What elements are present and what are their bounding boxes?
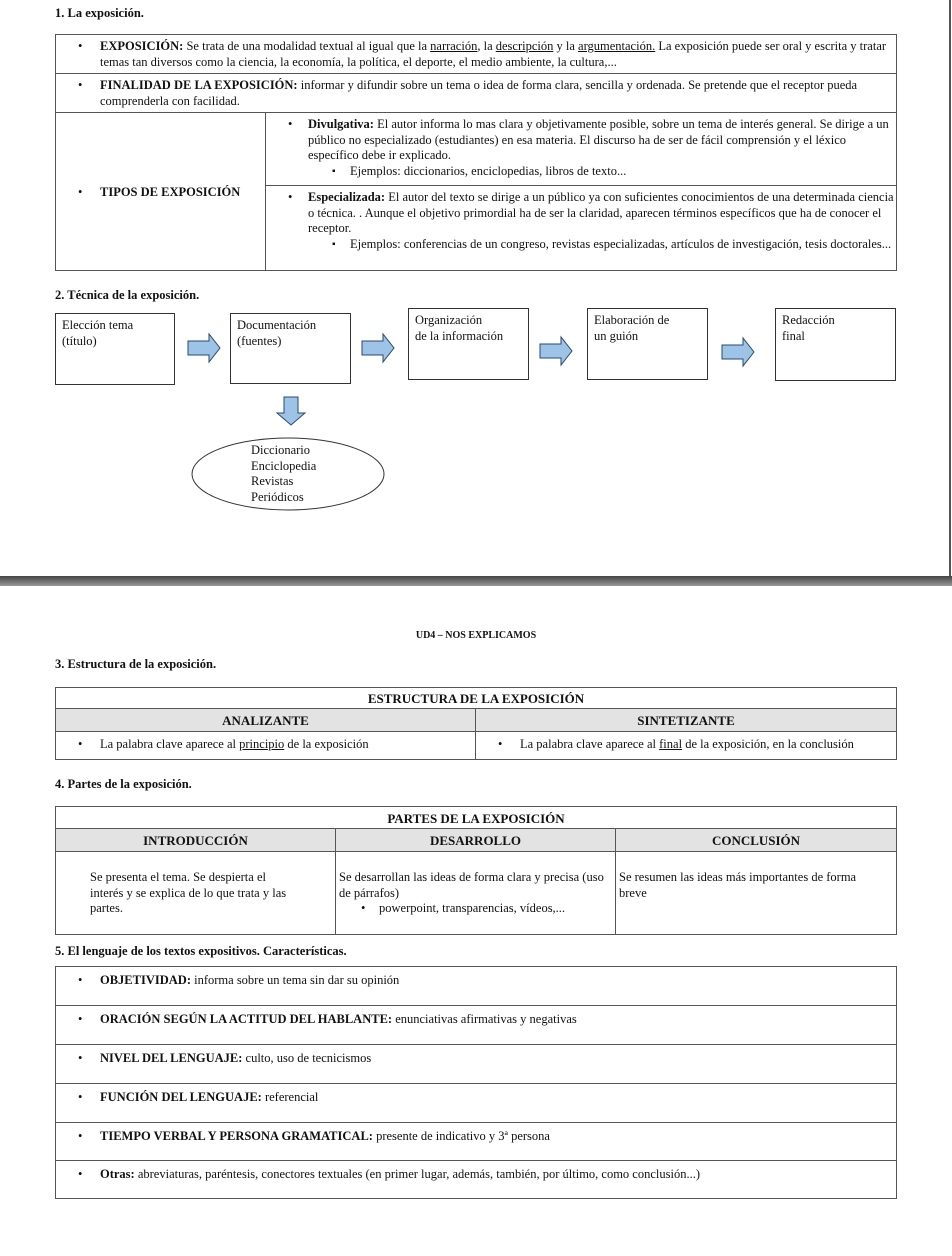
partes-table <box>55 806 897 935</box>
section-title: 1. La exposición. <box>55 6 144 20</box>
arrow-down-icon <box>277 397 305 425</box>
arrow-right-icon <box>188 334 220 362</box>
arrow-right-icon <box>722 338 754 366</box>
sources-list: Diccionario Enciclopedia Revistas Periódicos <box>251 443 317 504</box>
arrow-right-icon <box>362 334 394 362</box>
caracteristica-row: • OBJETIVIDAD: informa sobre un tema sin dar su opinión <box>56 967 896 1006</box>
caracteristica-row: • NIVEL DEL LENGUAJE: culto, uso de tecnicismos <box>56 1045 896 1084</box>
section-title: 3. Estructura de la exposición. <box>55 657 217 671</box>
table-title: ESTRUCTURA DE LA EXPOSICIÓN <box>56 688 896 709</box>
conclusion-cell: Se resumen las ideas más importantes de forma breve <box>619 870 857 900</box>
flow-step-documentacion: Documentación (fuentes) <box>230 313 351 384</box>
caracteristicas-table <box>55 966 897 1199</box>
column-header: INTRODUCCIÓN <box>56 829 336 852</box>
page-edge <box>949 0 951 576</box>
flow-step-redaccion: Redacción final <box>775 308 896 381</box>
column-header: ANALIZANTE <box>56 709 476 732</box>
section-title: 5. El lenguaje de los textos expositivos. Características. <box>55 944 347 958</box>
column-header: SINTETIZANTE <box>476 709 896 732</box>
introduccion-cell: Se presenta el tema. Se despierta el interés y se explica de lo que trata y las partes. <box>56 852 336 934</box>
especializada-cell: • Especializada: El autor del texto se dirige a un público ya con suficientes conocimientos de una determinada ciencia o técnica. . Aunque el objetivo primordial ha de ser la claridad, aparecen términos específicos que ha de conocer el receptor. ▪ Ejemplos: conferencias de un congreso, revistas especializadas, artículos de investigación, tesis doctorales... <box>266 186 896 270</box>
arrow-right-icon <box>540 337 572 365</box>
flow-arrows <box>0 0 952 576</box>
flow-step-eleccion: Elección tema (título) <box>55 313 175 385</box>
page-break <box>0 576 952 586</box>
column-header: DESARROLLO <box>336 829 616 852</box>
flow-step-organizacion: Organización de la información <box>408 308 529 380</box>
sintetizante-cell: • La palabra clave aparece al final de la exposición, en la conclusión <box>476 732 896 759</box>
analizante-cell: • La palabra clave aparece al principio de la exposición <box>56 732 476 759</box>
tipos-label-cell: • TIPOS DE EXPOSICIÓN <box>56 113 266 270</box>
column-header: CONCLUSIÓN <box>616 829 896 852</box>
row-finalidad: • FINALIDAD DE LA EXPOSICIÓN: informar y difundir sobre un tema o idea de forma clara, sencilla y ordenada. Se pretende que el receptor pueda comprenderla con facilidad. <box>56 74 896 113</box>
estructura-table <box>55 687 897 760</box>
caracteristica-row: • FUNCIÓN DEL LENGUAJE: referencial <box>56 1084 896 1123</box>
divulgativa-cell: • Divulgativa: El autor informa lo mas clara y objetivamente posible, sobre un tema de interés general. Se dirige a un público no especializado (estudiantes) en esa materia. El discurso ha de ser de fácil comprensión y el léxico específico debe ir explicado. ▪ Ejemplos: diccionarios, enciclopedias, libros de texto... <box>266 113 896 186</box>
caracteristica-row: • Otras: abreviaturas, paréntesis, conectores textuales (en primer lugar, además, también, por último, como conclusión...) <box>56 1161 896 1198</box>
table-title: PARTES DE LA EXPOSICIÓN <box>56 807 896 829</box>
desarrollo-cell: Se desarrollan las ideas de forma clara y precisa (uso de párrafos) • powerpoint, transparencias, vídeos,... <box>336 852 616 934</box>
section-title: 2. Técnica de la exposición. <box>55 288 200 302</box>
caracteristica-row: • TIEMPO VERBAL Y PERSONA GRAMATICAL: presente de indicativo y 3ª persona <box>56 1123 896 1161</box>
section-title: 4. Partes de la exposición. <box>55 777 192 791</box>
row-exposicion: • EXPOSICIÓN: Se trata de una modalidad textual al igual que la narración, la descripción y la argumentación. La exposición puede ser oral y escrita y tratar temas tan diversos como la ciencia, la economía, la política, el deporte, el medio ambiente, la cultura,... <box>56 35 896 74</box>
flow-step-elaboracion: Elaboración de un guión <box>587 308 708 380</box>
caracteristica-row: • ORACIÓN SEGÚN LA ACTITUD DEL HABLANTE: enunciativas afirmativas y negativas <box>56 1006 896 1045</box>
page-header: UD4 – NOS EXPLICAMOS <box>415 630 537 641</box>
